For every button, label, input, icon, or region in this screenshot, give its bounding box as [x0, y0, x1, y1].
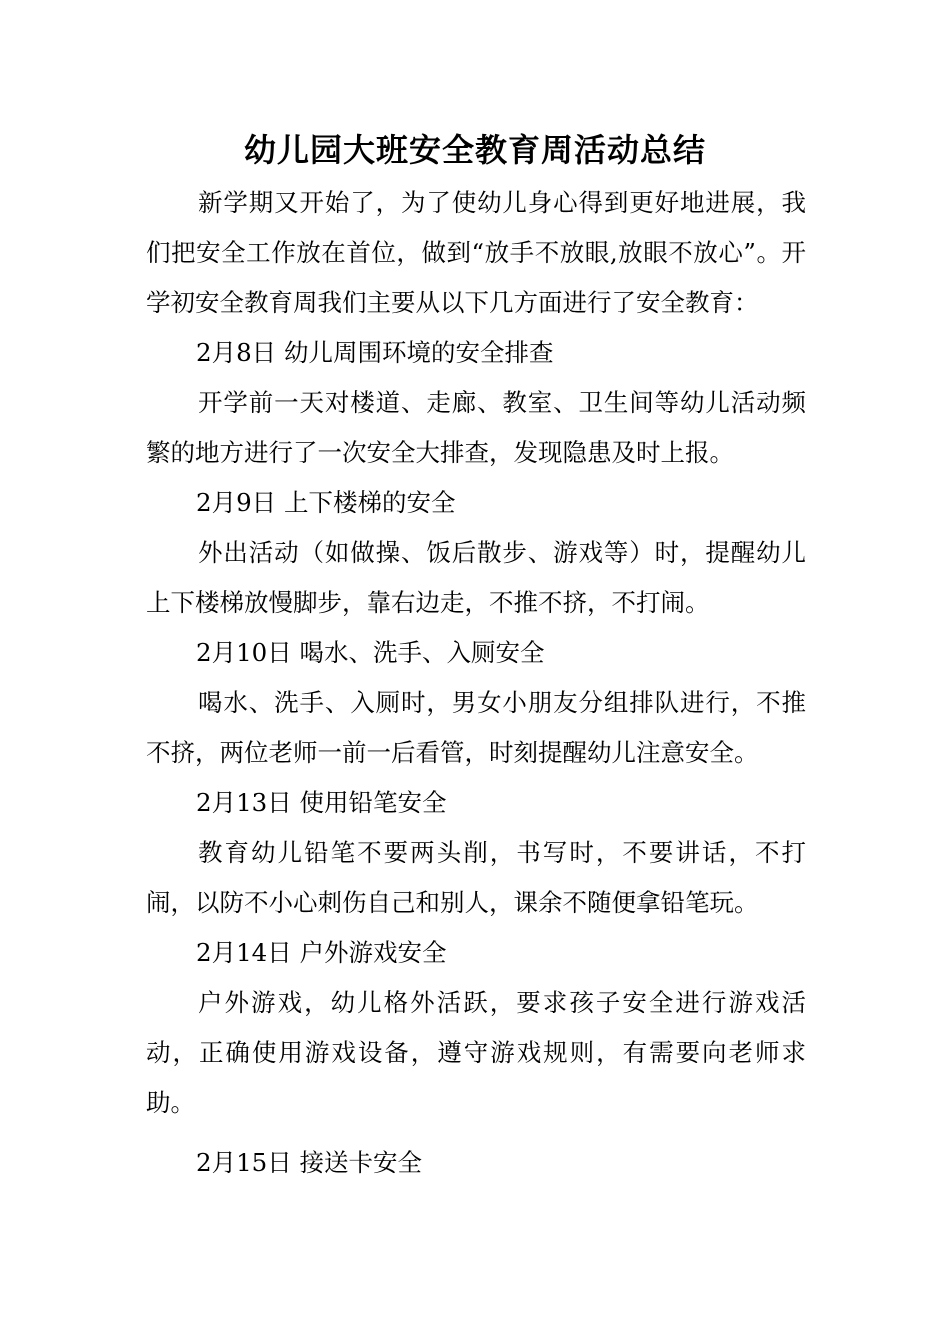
section-heading-feb-15: 2月15日 接送卡安全 [196, 1148, 423, 1177]
section-heading-feb-14: 2月14日 户外游戏安全 [196, 938, 447, 967]
section-text-feb-14: 户外游戏，幼儿格外活跃，要求孩子安全进行游戏活动，正确使用游戏设备，遵守游戏规则，有需要向老师求助。 [146, 988, 806, 1117]
section-heading-feb-9: 2月9日 上下楼梯的安全 [196, 488, 456, 517]
section-heading-feb-10: 2月10日 喝水、洗手、入厕安全 [196, 638, 545, 667]
section-text-feb-10: 喝水、洗手、入厕时，男女小朋友分组排队进行，不推不挤，两位老师一前一后看管，时刻提醒幼儿注意安全。 [146, 688, 806, 767]
section-text-feb-8: 开学前一天对楼道、走廊、教室、卫生间等幼儿活动频繁的地方进行了一次安全大排查，发现隐患及时上报。 [146, 388, 806, 467]
section-text-feb-13: 教育幼儿铅笔不要两头削，书写时，不要讲话，不打闹，以防不小心刺伤自己和别人，课余不随便拿铅笔玩。 [146, 838, 806, 917]
section-heading-feb-8: 2月8日 幼儿周围环境的安全排查 [196, 338, 554, 367]
intro-paragraph: 新学期又开始了，为了使幼儿身心得到更好地进展，我们把安全工作放在首位，做到“放手不放眼,放眼不放心”。开学初安全教育周我们主要从以下几方面进行了安全教育： [146, 188, 806, 317]
document-title: 幼儿园大班安全教育周活动总结 [243, 131, 706, 169]
section-text-feb-9: 外出活动（如做操、饭后散步、游戏等）时，提醒幼儿上下楼梯放慢脚步，靠右边走，不推不挤，不打闹。 [146, 538, 806, 617]
document-body [146, 178, 806, 1188]
section-heading-feb-13: 2月13日 使用铅笔安全 [196, 788, 447, 817]
